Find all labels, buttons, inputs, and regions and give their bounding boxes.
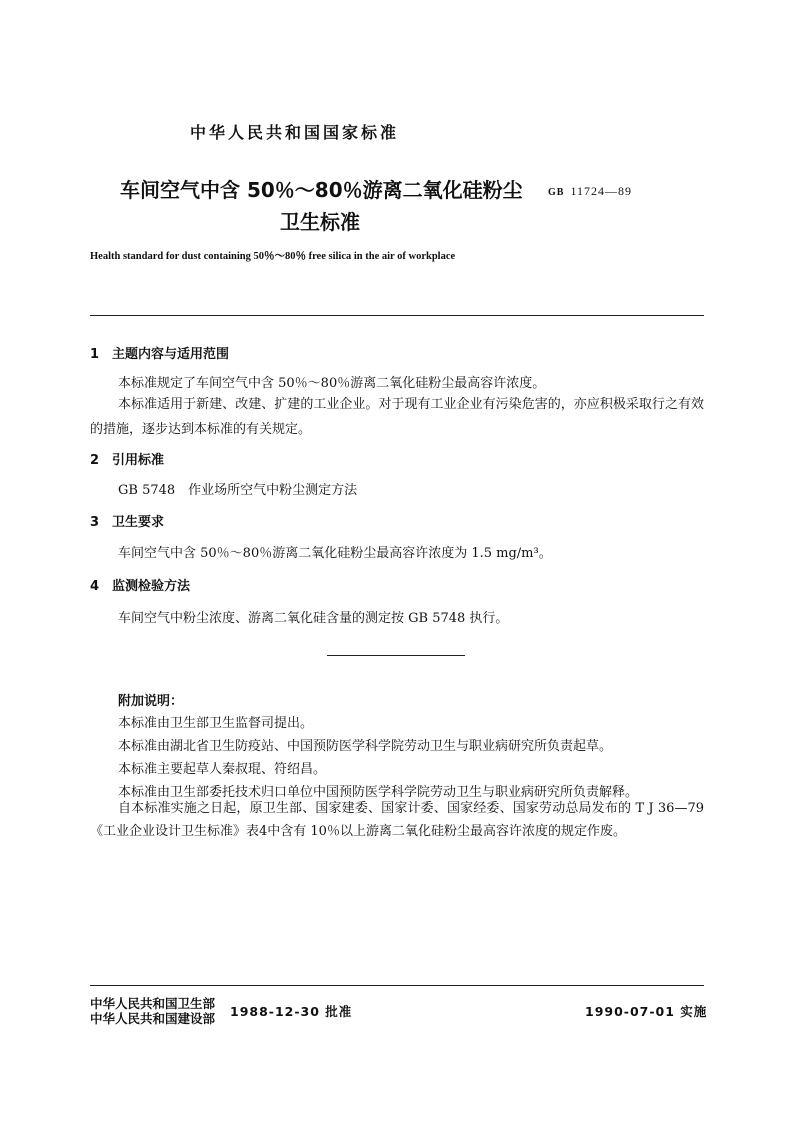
section-1-para-1: 本标准规定了车间空气中含 50％～80％游离二氧化硅粉尘最高容许浓度。	[118, 376, 546, 391]
top-divider	[90, 315, 704, 316]
end-divider	[327, 655, 465, 656]
note-item: 本标准由湖北省卫生防疫站、中国预防医学科学院劳动卫生与职业病研究所负责起草。	[118, 739, 613, 754]
title-line-2: 卫生标准	[280, 210, 360, 234]
issuer-health-ministry: 中华人民共和国卫生部	[90, 996, 216, 1011]
section-2-ref: GB 5748 作业场所空气中粉尘测定方法	[118, 483, 358, 498]
section-3-heading: 3 卫生要求	[90, 515, 165, 530]
section-4-heading: 4 监测检验方法	[90, 579, 191, 594]
national-standard-header: 中华人民共和国国家标准	[190, 123, 400, 142]
section-2-heading: 2 引用标准	[90, 453, 165, 468]
note-item: 本标准由卫生部委托技术归口单位中国预防医学科学院劳动卫生与职业病研究所负责解释。	[118, 785, 639, 800]
section-3-text: 车间空气中含 50％～80％游离二氧化硅粉尘最高容许浓度为 1.5 mg/m³。	[118, 546, 552, 561]
section-1-heading: 1 主题内容与适用范围	[90, 347, 230, 362]
effective-date: 1990-07-01 实施	[585, 1004, 708, 1019]
issuer-construction-ministry: 中华人民共和国建设部	[90, 1011, 216, 1026]
standard-prefix: GB	[548, 187, 565, 198]
title-line-1: 车间空气中含 50％～80％游离二氧化硅粉尘	[120, 178, 523, 202]
note-item: 本标准主要起草人秦叔琨、符绍昌。	[118, 762, 327, 777]
section-1-para-2: 本标准适用于新建、改建、扩建的工业企业。对于现有工业企业有污染危害的，亦应积极采取行之有效的措施，逐步达到本标准的有关规定。	[90, 397, 704, 437]
footer-divider	[90, 985, 704, 986]
notes-heading: 附加说明：	[118, 694, 184, 709]
approval-date: 1988-12-30 批准	[230, 1004, 353, 1019]
english-title: Health standard for dust containing 50％～80％ free silica in the air of workplace	[90, 251, 456, 262]
standard-number	[548, 184, 632, 199]
note-item: 本标准由卫生部卫生监督司提出。	[118, 716, 314, 731]
standard-code: 11724—89	[570, 184, 633, 198]
section-4-text: 车间空气中粉尘浓度、游离二氧化硅含量的测定按 GB 5748 执行。	[118, 611, 509, 626]
note-item: 自本标准实施之日起，原卫生部、国家建委、国家计委、国家经委、国家劳动总局发布的 T J 36—79《工业企业设计卫生标准》表4中含有 10％以上游离二氧化硅粉尘最高容许浓度的规定作废。	[90, 801, 704, 839]
